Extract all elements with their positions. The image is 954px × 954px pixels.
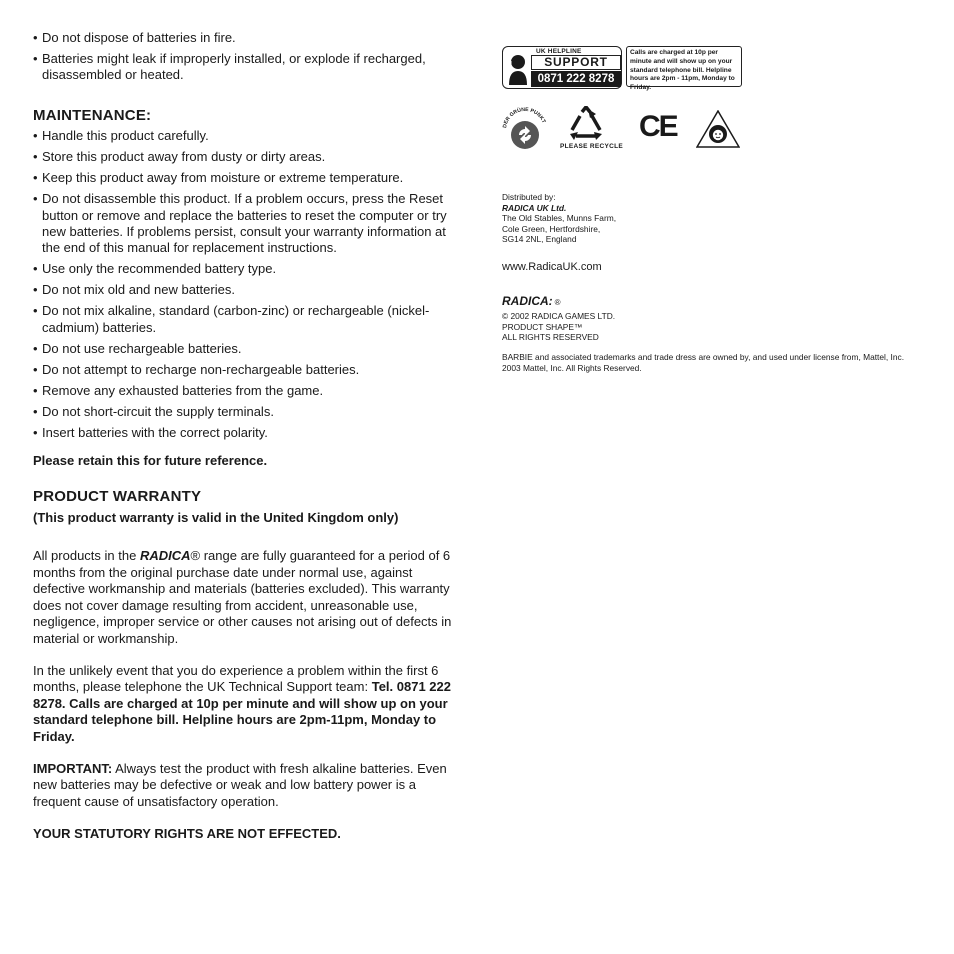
maintenance-item: • Insert batteries with the correct polarity. (33, 425, 458, 441)
safety-item: • Batteries might leak if improperly installed, or explode if recharged, disassembled or heated. (33, 51, 458, 84)
maintenance-item: • Do not mix alkaline, standard (carbon-zinc) or rechargeable (nickel-cadmium) batteries. (33, 303, 458, 336)
warranty-heading: PRODUCT WARRANTY (33, 487, 202, 505)
support-paragraph: In the unlikely event that you do experience a problem within the first 6 months, please telephone the UK Technical Support team: Tel. 0871 222 8278. Calls are charged at 10p per minute and will show up on your standard telephone bill. Helpline hours are 2pm-11pm, Monday to Friday. (33, 662, 451, 744)
radica-logo: RADICA: ® (502, 294, 561, 308)
radica-brand-inline: RADICA (139, 548, 191, 564)
distributor-name: RADICA UK Ltd. (502, 202, 567, 213)
helpline-box (502, 46, 622, 89)
important-paragraph: IMPORTANT: Always test the product with fresh alkaline batteries. Even new batteries may be defective or weak and low battery power is a frequent cause of unsatisfactory operation. (33, 760, 447, 809)
address-line: Cole Green, Hertfordshire, (502, 223, 601, 234)
recycle-label: PLEASE RECYCLE (560, 143, 624, 150)
maintenance-item: • Do not use rechargeable batteries. (33, 341, 458, 357)
maintenance-item: • Do not short-circuit the supply terminals. (33, 404, 458, 420)
retain-notice: Please retain this for future reference. (33, 453, 268, 469)
distributor-label: Distributed by: (502, 192, 556, 202)
copyright-line: © 2002 RADICA GAMES LTD. (502, 311, 616, 321)
support-label: SUPPORT (531, 55, 621, 70)
helpline-badge (502, 46, 745, 92)
statutory-notice: YOUR STATUTORY RIGHTS ARE NOT EFFECTED. (33, 826, 341, 842)
website-link[interactable]: www.RadicaUK.com (502, 261, 602, 273)
gruene-punkt-icon (500, 104, 550, 154)
maintenance-item: • Do not attempt to recharge non-rechargeable batteries. (33, 362, 458, 378)
lion-mark-icon (696, 110, 740, 148)
maintenance-item: • Keep this product away from moisture or extreme temperature. (33, 170, 458, 186)
important-label: IMPORTANT: (33, 760, 113, 776)
support-phone-details: Tel. 0871 222 8278. Calls are charged at 10p per minute and will show up on your standard telephone bill. Helpline hours are 2pm-11pm, Monday to Friday. (33, 679, 451, 744)
certification-logos (500, 104, 745, 154)
maintenance-item: • Do not mix old and new batteries. (33, 282, 458, 298)
headset-person-icon (507, 53, 529, 85)
address-line: SG14 2NL, England (502, 234, 577, 245)
ce-mark-icon: CE (639, 110, 677, 143)
maintenance-item: • Store this product away from dusty or dirty areas. (33, 149, 458, 165)
address-line: The Old Stables, Munns Farm, (502, 213, 617, 224)
maintenance-heading: MAINTENANCE: (33, 106, 152, 124)
warranty-paragraph: All products in the RADICA® range are fully guaranteed for a period of 6 months from the original purchase date under normal use, against defective workmanship and materials (batteries excluded). This warranty does not cover damage resulting from accident, unreasonable use, negligence, improper service or other causes not arising out of defects in material or workmanship. (33, 548, 452, 646)
helpline-phone: 0871 222 8278 (531, 71, 621, 87)
left-column (33, 30, 458, 843)
warranty-subheading: (This product warranty is valid in the United Kingdom only) (33, 510, 399, 526)
maintenance-item: • Do not disassemble this product. If a problem occurs, press the Reset button or remove and replace the batteries to reset the computer or try new batteries. If problems persist, consult your warranty information at the end of this manual for replacement instructions. (33, 191, 458, 257)
recycle-icon (566, 106, 606, 142)
copyright-line: ALL RIGHTS RESERVED (502, 332, 599, 343)
safety-item: • Do not dispose of batteries in fire. (33, 30, 458, 46)
copyright-block (502, 311, 615, 343)
uk-helpline-label: UK HELPLINE (536, 48, 582, 55)
distributor-block (502, 192, 616, 245)
maintenance-item: • Remove any exhausted batteries from the game. (33, 383, 458, 399)
maintenance-item: • Use only the recommended battery type. (33, 261, 458, 277)
svg-text:DER GRÜNE PUNKT: DER GRÜNE PUNKT (502, 106, 547, 129)
copyright-line: PRODUCT SHAPE™ (502, 321, 583, 332)
helpline-note: Calls are charged at 10p per minute and will show up on your standard telephone bill. Helpline hours are 2pm - 11pm, Monday to Friday. (626, 46, 742, 87)
barbie-trademark-notice: BARBIE and associated trademarks and trade dress are owned by, and used under license from, Mattel, Inc. 2003 Mattel, Inc. All Rights Reserved. (502, 352, 905, 373)
maintenance-item: • Handle this product carefully. (33, 128, 458, 144)
